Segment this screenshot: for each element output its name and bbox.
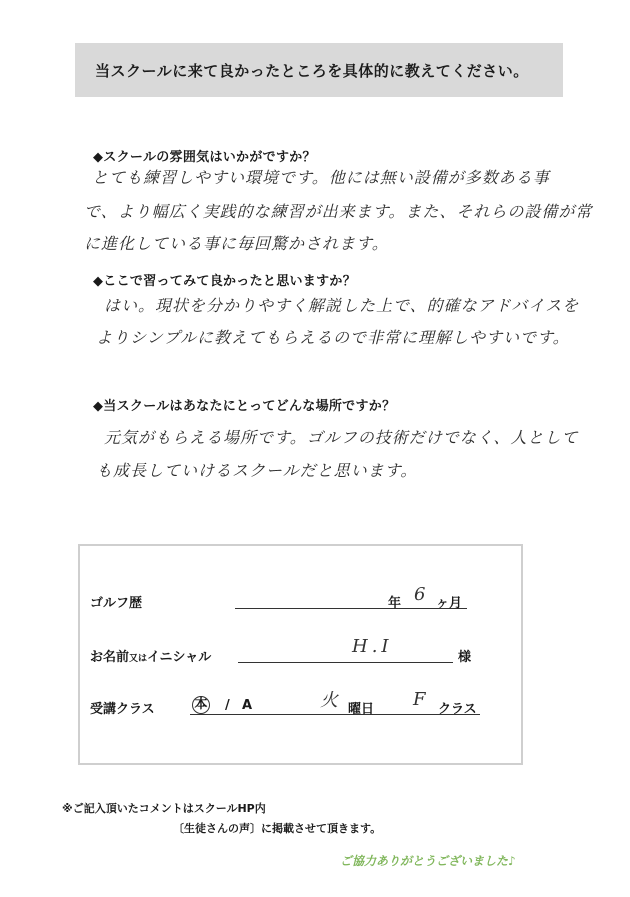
thanks-message: ご協力ありがとうございました♪ [340,854,516,868]
answer-2-line-1: はい。現状を分かりやすく解説した上で、的確なアドバイスを [104,296,580,315]
name-line [238,662,453,663]
name-label [90,646,211,665]
honorific: 様 [458,650,472,665]
name-label-small: 又は [129,654,148,664]
weekday-label: 曜日 [348,702,375,717]
header-title: 当スクールに来て良かったところを具体的に教えてください。 [95,61,529,80]
name-label-main: お名前 [90,650,130,665]
month-label: ヶ月 [436,596,463,611]
year-label: 年 [388,596,402,611]
header-banner [75,43,563,97]
question-2: ◆ここで習ってみて良かったと思いますか？ [93,274,356,289]
class-line [190,714,480,715]
months-value: 6 [414,584,426,605]
class-suffix: クラス [438,702,477,717]
footer-note-line-2: 〔生徒さんの声〕に掲載させて頂きます。 [173,822,382,835]
class-label: 受講クラス [90,702,155,717]
class-separator: / [225,698,230,713]
golf-history-label: ゴルフ歴 [90,596,143,611]
answer-1-line-3: に進化している事に毎回驚かされます。 [84,234,389,253]
class-option-2: A [242,698,253,713]
question-3: ◆当スクールはあなたにとってどんな場所ですか？ [93,399,396,414]
class-value: F [413,689,426,710]
answer-3-line-1: 元気がもらえる場所です。ゴルフの技術だけでなく、人として [104,428,579,447]
footer-note-line-1: ※ご記入頂いたコメントはスクールHP内 [62,802,266,815]
answer-2-line-2: よりシンプルに教えてもらえるので非常に理解しやすいです。 [96,328,570,347]
question-1: ◆スクールの雰囲気はいかがですか？ [93,150,316,165]
answer-1-line-1: とても練習しやすい環境です。他には無い設備が多数ある事 [92,168,550,187]
class-option-1: 本 [192,696,210,714]
name-label-tail: イニシャル [147,650,212,665]
info-form [78,544,523,765]
golf-history-line [235,608,467,609]
weekday-value: 火 [320,690,338,711]
name-value: H.I [352,636,393,657]
answer-1-line-2: で、より幅広く実践的な練習が出来ます。また、それらの設備が常 [84,202,593,221]
answer-3-line-2: も成長していけるスクールだと思います。 [96,461,418,480]
